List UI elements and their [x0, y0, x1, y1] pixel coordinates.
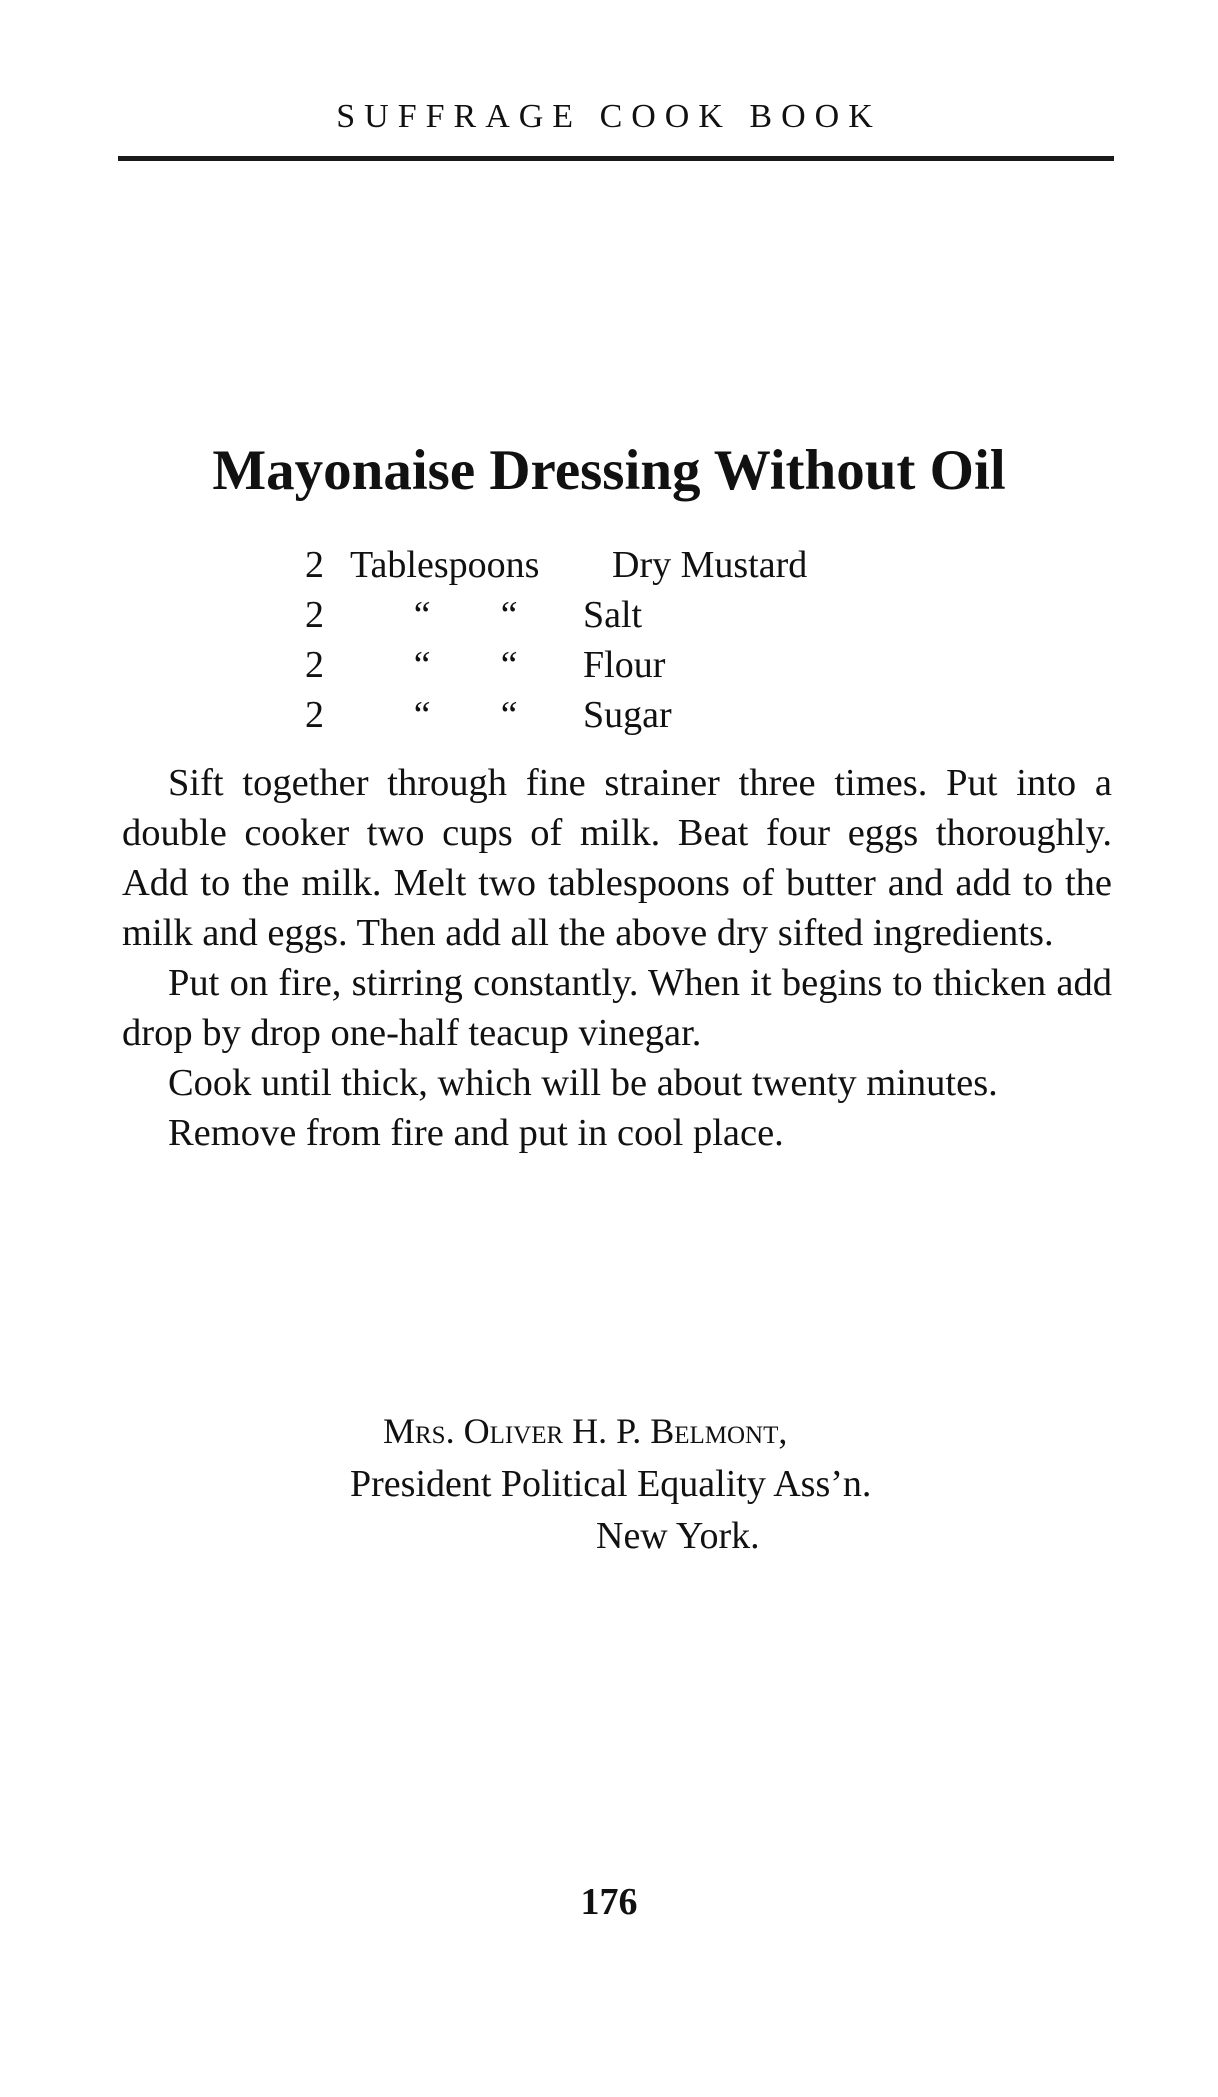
- ingredient-row: [305, 540, 807, 590]
- ingredient-item: Flour: [583, 644, 666, 686]
- contributor-title: President Political Equality Ass’n.: [350, 1463, 872, 1505]
- ingredient-list: [305, 540, 807, 740]
- ditto-mark: “: [410, 644, 432, 686]
- ingredient-quantity: 2: [305, 544, 324, 586]
- page-number: 176: [580, 1881, 638, 1923]
- ingredient-row: [305, 640, 807, 690]
- ingredient-item: Sugar: [583, 694, 672, 736]
- ditto-mark: “: [497, 694, 519, 736]
- method-paragraph: Put on fire, stirring constantly. When it begins to thicken add drop by drop one-half teacup vinegar.: [122, 962, 1112, 1054]
- ingredient-item: Salt: [583, 594, 643, 636]
- ingredient-row: [305, 690, 807, 740]
- contributor-place: New York.: [596, 1515, 760, 1557]
- recipe-method: [122, 758, 1112, 1158]
- header-rule: [118, 156, 1114, 161]
- recipe-title: Mayonaise Dressing Without Oil: [212, 439, 1006, 502]
- ingredient-unit: Tablespoons: [350, 544, 540, 586]
- method-paragraph: Remove from fire and put in cool place.: [168, 1112, 784, 1154]
- ingredient-row: [305, 590, 807, 640]
- ditto-mark: “: [497, 644, 519, 686]
- ditto-mark: “: [410, 594, 432, 636]
- ditto-mark: “: [497, 594, 519, 636]
- method-paragraph: Sift together through fine strainer three times. Put into a double cooker two cups of milk. Beat four eggs thoroughly. Add to the milk. Melt two tablespoons of butter and add to the milk and eggs. Then add all the above dry sifted ingredients.: [122, 762, 1112, 954]
- running-head: SUFFRAGE COOK BOOK: [336, 98, 882, 135]
- ingredient-quantity: 2: [305, 694, 324, 736]
- ingredient-quantity: 2: [305, 594, 324, 636]
- contributor-name: Mrs. Oliver H. P. Belmont,: [383, 1411, 788, 1451]
- ingredient-quantity: 2: [305, 644, 324, 686]
- ditto-mark: “: [410, 694, 432, 736]
- ingredient-item: Dry Mustard: [612, 544, 808, 586]
- method-paragraph: Cook until thick, which will be about twenty minutes.: [168, 1062, 998, 1104]
